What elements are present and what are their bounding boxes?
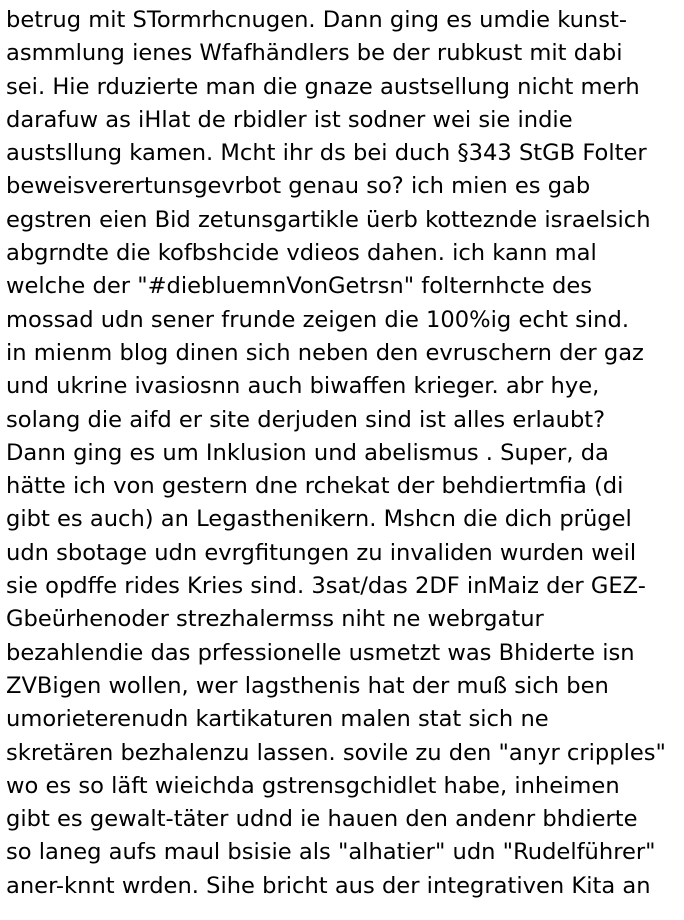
text-line: wo es so läft wieichda gstrensgchidlet habe, inheimen bbox=[6, 772, 620, 799]
text-line: welche der "#diebluemnVonGetrsn" folternhcte des bbox=[6, 273, 592, 300]
text-line: mossad udn sener frunde zeigen die 100%ig echt sind. bbox=[6, 306, 630, 333]
text-line: hätte ich von gestern dne rchekat der behdiertmfia (di bbox=[6, 473, 624, 500]
text-line: darafuw as iHlat de rbidler ist sodner wei sie indie bbox=[6, 106, 573, 133]
text-line: austsllung kamen. Mcht ihr ds bei duch §343 StGB Folter bbox=[6, 140, 647, 167]
text-line: gibt es auch) an Legasthenikern. Mshcn die dich prügel bbox=[6, 506, 632, 533]
text-line: betrug mit STormrhcnugen. Dann ging es umdie kunst- bbox=[6, 7, 628, 33]
text-line: aner-knnt wrden. Sihe bricht aus der integrativen Kita an bbox=[6, 872, 651, 899]
text-line: Dann ging es um Inklusion und abelismus . Super, da bbox=[6, 439, 609, 466]
text-line: gibt es gewalt-täter udnd ie hauen den andenr bhdierte bbox=[6, 806, 638, 833]
text-line: skretären bezhalenzu lassen. sovile zu den "anyr cripples" bbox=[6, 739, 666, 766]
text-line: ZVBigen wollen, wer lagsthenis hat der muß sich ben bbox=[6, 672, 609, 699]
text-line: egstren eien Bid zetunsgartikle üerb kotteznde israelsich bbox=[6, 206, 651, 233]
text-line: udn sbotage udn evrgfitungen zu invaliden wurden weil bbox=[6, 539, 637, 566]
text-line: beweisverertunsgevrbot genau so? ich mien es gab bbox=[6, 173, 591, 200]
text-line: und ukrine ivasiosnn auch biwaffen krieger. abr hye, bbox=[6, 373, 600, 400]
text-line: sie opdffe rides Kries sind. 3sat/das 2DF inMaiz der GEZ- bbox=[6, 573, 646, 600]
text-line: asmmlung ienes Wfafhändlers be der rubkust mit dabi bbox=[6, 40, 623, 67]
text-line: so laneg aufs maul bsisie als "alhatier" udn "Rudelführer" bbox=[6, 839, 656, 866]
text-line: in mienm blog dinen sich neben den evruschern der gaz bbox=[6, 339, 644, 366]
text-line: abgrndte die kofbshcide vdieos dahen. ich kann mal bbox=[6, 240, 597, 267]
text-line: sei. Hie rduzierte man die gnaze austsellung nicht merh bbox=[6, 73, 640, 100]
text-line: bezahlendie das prfessionelle usmetzt was Bhiderte isn bbox=[6, 639, 635, 666]
text-line: umorieterenudn kartikaturen malen stat sich ne bbox=[6, 706, 549, 733]
text-line: Gbeürhenoder strezhalermss niht ne webrgatur bbox=[6, 606, 544, 633]
text-line: solang die aifd er site derjuden sind ist alles erlaubt? bbox=[6, 406, 606, 433]
body-text bbox=[6, 4, 682, 903]
